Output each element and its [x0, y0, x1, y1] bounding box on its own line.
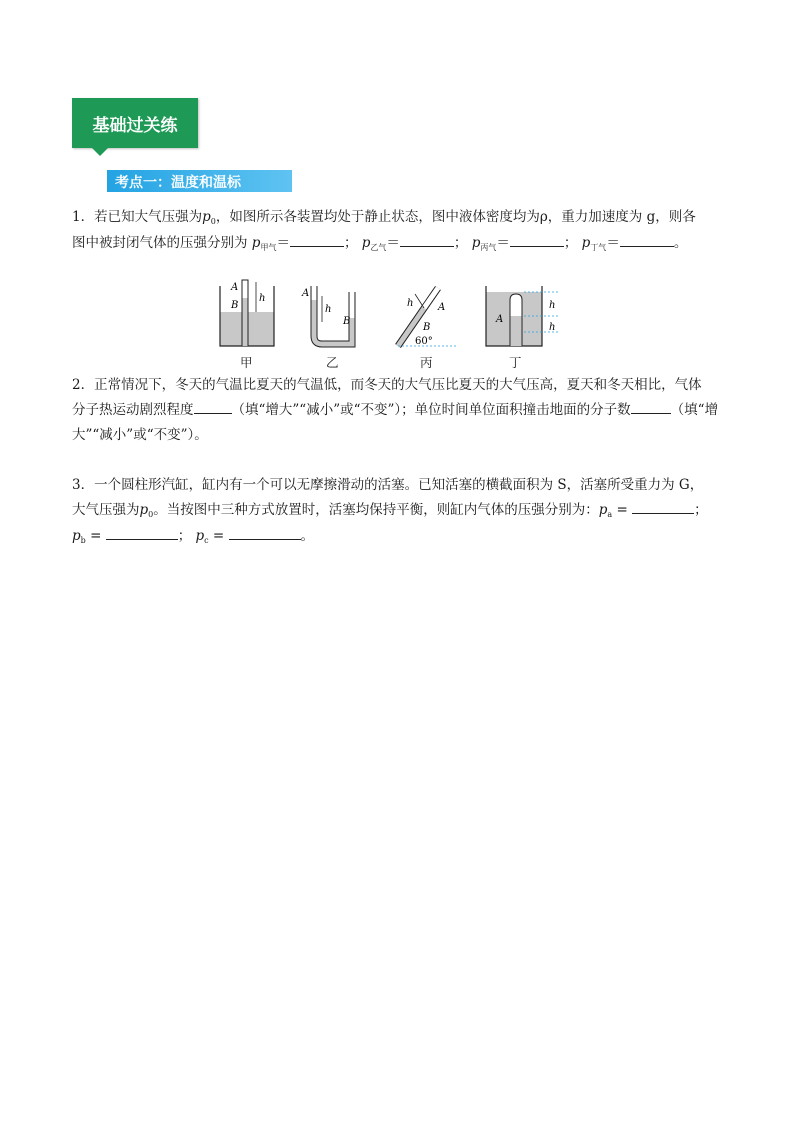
answer-blank-thermal-motion[interactable]	[194, 399, 232, 414]
pressure-apparatus-diagram	[212, 278, 556, 370]
answer-blank-yi[interactable]	[400, 232, 454, 247]
section-header-tab	[72, 98, 198, 148]
caption-ding: 丁	[509, 355, 522, 370]
figure-ding	[486, 286, 558, 346]
label-a-ding: A	[496, 314, 504, 325]
question-2-line-2: 分子热运动剧烈程度 （填“增大”“减小”或“不变”）；单位时间单位面积撞击地面的分子数 （填“增	[72, 398, 732, 423]
label-a-yi: A	[302, 288, 310, 299]
question-2	[72, 373, 732, 448]
label-b-bing: B	[423, 322, 431, 333]
answer-blank-pa[interactable]	[632, 499, 694, 514]
section-title: 基础过关练	[92, 116, 178, 136]
answer-blank-bing[interactable]	[510, 232, 564, 247]
question-3-line-3: $p_b$ = ； $p_c$ = 。	[72, 524, 732, 550]
question-1-figure	[212, 278, 556, 370]
topic-banner	[107, 170, 292, 192]
question-1-line-1: 1．若已知大气压强为$p_0$，如图所示各装置均处于静止状态，图中液体密度均为ρ，重力加速度为 g，则各	[72, 209, 696, 226]
figure-bing	[398, 288, 456, 347]
question-3-line-2: 大气压强为$p_0$。当按图中三种方式放置时，活塞均保持平衡，则缸内气体的压强分别为：$p_a$ = ；	[72, 498, 732, 524]
question-2-line-3: 大”“减小”或“不变”）。	[72, 427, 208, 443]
label-angle-bing: 60°	[415, 336, 433, 347]
caption-jia: 甲	[240, 355, 253, 370]
figure-jia	[220, 280, 274, 346]
label-h1-ding: h	[549, 300, 556, 311]
caption-bing: 丙	[420, 355, 433, 370]
answer-blank-pc[interactable]	[229, 525, 301, 540]
label-h-bing: h	[407, 298, 414, 309]
label-h-ding: h	[549, 322, 556, 333]
answer-blank-jia[interactable]	[290, 232, 344, 247]
topic-title: 考点一：温度和温标	[115, 175, 241, 191]
label-h-jia: h	[259, 293, 266, 304]
label-a-jia: A	[231, 282, 239, 293]
label-a-bing: A	[438, 302, 446, 313]
figure-yi	[301, 286, 354, 344]
answer-blank-ding[interactable]	[620, 232, 674, 247]
label-h-yi: h	[325, 304, 332, 315]
answer-blank-molecule-count[interactable]	[631, 399, 671, 414]
question-1	[72, 205, 732, 257]
question-1-line-2: 图中被封闭气体的压强分别为 $p_{甲气}=$ ； $p_{乙气}=$ ； $p_{丙气}=$ ； $p_{丁气}=$ 。	[72, 231, 732, 257]
question-3-line-1: 3．一个圆柱形汽缸，缸内有一个可以无摩擦滑动的活塞。已知活塞的横截面积为 S，活塞所受重力为 G，	[72, 477, 704, 493]
caption-yi: 乙	[326, 355, 339, 370]
question-2-line-1: 2．正常情况下，冬天的气温比夏天的气温低，而冬天的大气压比夏天的大气压高，夏天和冬天相比，气体	[72, 377, 702, 393]
label-b-jia: B	[231, 300, 239, 311]
answer-blank-pb[interactable]	[106, 525, 178, 540]
question-3	[72, 473, 732, 550]
label-b-yi: B	[343, 316, 351, 327]
